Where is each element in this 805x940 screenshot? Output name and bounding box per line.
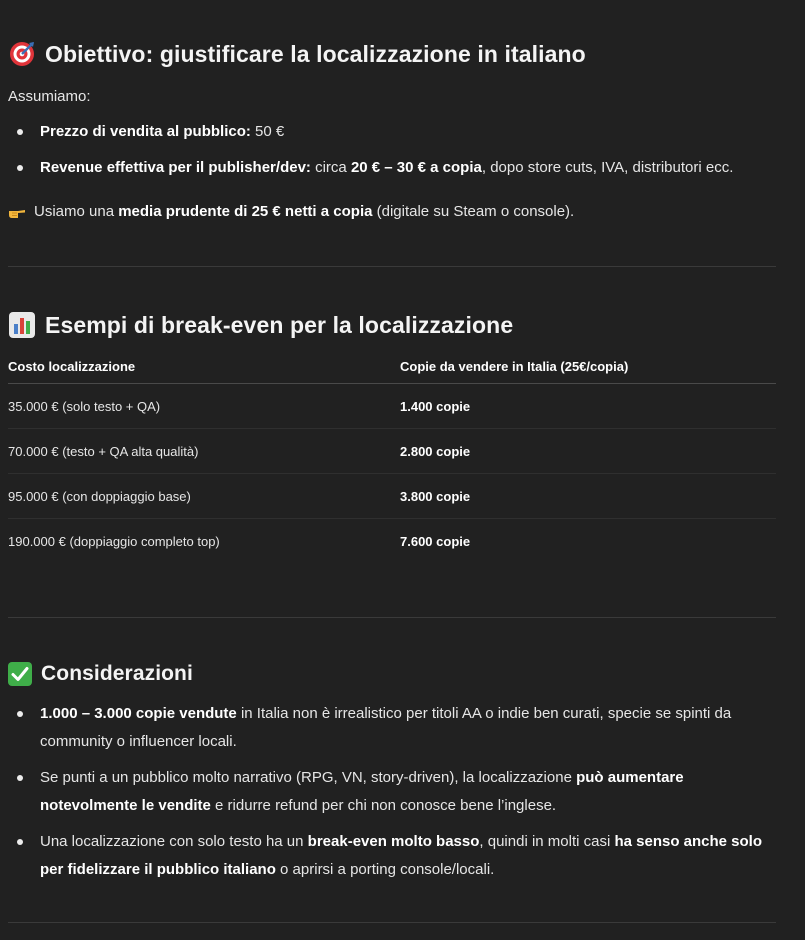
divider	[8, 617, 776, 618]
price-value: 50 €	[250, 123, 285, 140]
copies-cell: 1.400 copie	[400, 384, 776, 429]
copies-cell: 3.800 copie	[400, 474, 776, 519]
copies-cell: 2.800 copie	[400, 429, 776, 474]
assumptions-list	[8, 118, 776, 190]
breakeven-table	[8, 350, 776, 563]
list-item	[8, 118, 776, 146]
consideration-text: in Italia non è irrealistico per titoli AA o indie ben curati, specie se spinti da community o influencer locali.	[40, 705, 732, 750]
consideration-bold: può aumentare notevolmente le vendite	[40, 769, 684, 814]
considerations-list	[8, 700, 776, 892]
consideration-text: Una localizzazione con solo testo ha un	[40, 833, 308, 850]
check-mark-icon	[8, 662, 32, 686]
bar-chart-icon	[8, 311, 36, 339]
column-header-cost: Costo localizzazione	[8, 350, 400, 384]
target-icon	[8, 40, 36, 68]
copies-cell: 7.600 copie	[400, 533, 471, 549]
cost-cell: 35.000 € (solo testo + QA)	[8, 384, 400, 429]
table-row	[8, 519, 776, 564]
consideration-text: e ridurre refund per chi non conosce bene l’inglese.	[210, 797, 557, 814]
consideration-bold: break-even molto basso	[307, 833, 480, 850]
revenue-note: , dopo store cuts, IVA, distributori ecc.	[481, 159, 734, 176]
table-row	[8, 474, 776, 519]
table-row	[8, 384, 776, 429]
price-label: Prezzo di vendita al pubblico:	[40, 123, 251, 140]
note-bold: media prudente di 25 € netti a copia	[118, 203, 373, 220]
divider	[8, 922, 776, 923]
breakeven-heading	[8, 311, 513, 339]
note-text: Usiamo una	[34, 203, 119, 220]
list-item	[8, 154, 776, 182]
column-header-copies: Copie da vendere in Italia (25€/copia)	[400, 350, 776, 384]
table-header-row	[8, 350, 776, 384]
revenue-text: circa	[310, 159, 351, 176]
divider	[8, 266, 776, 267]
goal-title: Obiettivo: giustificare la localizzazione in italiano	[45, 40, 586, 67]
list-item	[8, 700, 776, 756]
consideration-text: o aprirsi a porting console/locali.	[275, 861, 495, 878]
average-note	[8, 202, 574, 222]
consideration-text: Se punti a un pubblico molto narrativo (RPG, VN, story-driven), la localizzazione	[40, 769, 577, 786]
revenue-range: 20 € – 30 € a copia	[350, 159, 482, 176]
breakeven-title: Esempi di break-even per la localizzazione	[45, 311, 514, 338]
list-item	[8, 764, 776, 820]
pointing-hand-icon	[8, 205, 26, 219]
cost-cell: 190.000 € (doppiaggio completo top)	[8, 533, 220, 549]
cost-cell: 95.000 € (con doppiaggio base)	[8, 474, 400, 519]
revenue-label: Revenue effettiva per il publisher/dev:	[40, 159, 311, 176]
goal-heading	[8, 40, 586, 68]
considerations-title: Considerazioni	[41, 662, 193, 685]
consideration-text: , quindi in molti casi	[479, 833, 615, 850]
table-row	[8, 429, 776, 474]
list-item	[8, 828, 776, 884]
copies-range: 1.000 – 3.000 copie vendute	[40, 705, 237, 722]
consideration-bold: ha senso anche solo per fidelizzare il pubblico italiano	[40, 833, 763, 878]
cost-cell: 70.000 € (testo + QA alta qualità)	[8, 429, 400, 474]
considerations-heading	[8, 662, 193, 686]
note-tail: (digitale su Steam o console).	[372, 203, 575, 220]
assume-text: Assumiamo:	[8, 88, 91, 105]
